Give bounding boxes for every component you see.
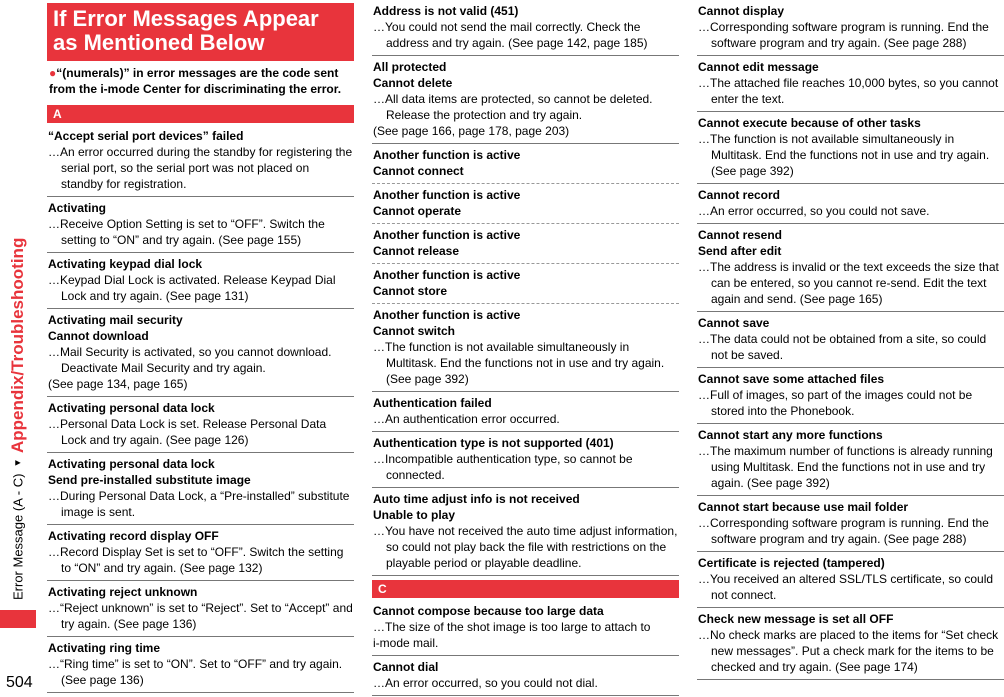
- error-entry: [697, 56, 1004, 112]
- error-message-title: Cannot store: [373, 284, 448, 298]
- error-description: …You could not send the mail correctly. Check the address and try again. (See page 142, page 185): [373, 20, 648, 50]
- entry-list: [372, 304, 679, 576]
- error-description: …The attached file reaches 10,000 bytes, so you cannot enter the text.: [698, 76, 999, 106]
- entry-group: [372, 144, 679, 304]
- error-description: …No check marks are placed to the items for “Set check new messages”. Put a check mark for the items to be checked and try again. (See page 174): [698, 628, 999, 674]
- error-entry: [372, 488, 679, 576]
- error-message-title: “Accept serial port devices” failed: [48, 129, 244, 143]
- note: [47, 61, 354, 101]
- error-description: …The data could not be obtained from a site, so could not be saved.: [698, 332, 987, 362]
- error-message-title: Cannot compose because too large data: [373, 604, 604, 618]
- error-entry: [47, 525, 354, 581]
- error-description: (See page 166, page 178, page 203): [373, 124, 570, 138]
- error-message-title: Activating mail security: [48, 313, 183, 327]
- error-message-title: Cannot display: [698, 4, 785, 18]
- error-message-title: Auto time adjust info is not received: [373, 492, 580, 506]
- error-entry: [47, 581, 354, 637]
- arrow-icon: ◂: [12, 456, 25, 470]
- error-message-title: Activating: [48, 201, 107, 215]
- page-title: If Error Messages Appear as Mentioned Below: [47, 3, 354, 61]
- sidebar: [0, 0, 36, 697]
- entry-list: [372, 600, 679, 696]
- error-message-title: Activating reject unknown: [48, 585, 198, 599]
- error-message-title: Activating record display OFF: [48, 529, 219, 543]
- error-description: …An authentication error occurred.: [373, 412, 560, 426]
- error-entry: [372, 656, 679, 696]
- error-entry: [372, 144, 679, 184]
- error-message-title: Cannot connect: [373, 164, 464, 178]
- column-1: [47, 0, 354, 693]
- error-message-title: Cannot download: [48, 329, 149, 343]
- column-2: [372, 0, 679, 696]
- error-message-title: Authentication failed: [373, 396, 492, 410]
- error-description: i-mode mail.: [373, 636, 439, 650]
- error-description: …Incompatible authentication type, so cannot be connected.: [373, 452, 633, 482]
- error-description: …You received an altered SSL/TLS certificate, so could not connect.: [698, 572, 994, 602]
- error-entry: [372, 600, 679, 656]
- error-description: …Full of images, so part of the images could not be stored into the Phonebook.: [698, 388, 973, 418]
- error-description: …“Ring time” is set to “ON”. Set to “OFF” and try again. (See page 136): [48, 657, 343, 687]
- error-message-title: Activating keypad dial lock: [48, 257, 203, 271]
- error-description: …During Personal Data Lock, a “Pre-installed” substitute image is sent.: [48, 489, 350, 519]
- error-message-title: Another function is active: [373, 308, 521, 322]
- error-description: …Corresponding software program is running. End the software program and try again. (See page 288): [698, 516, 989, 546]
- error-message-title: Send after edit: [698, 244, 782, 258]
- error-message-title: Unable to play: [373, 508, 456, 522]
- error-entry: [372, 224, 679, 264]
- error-message-title: Cannot record: [698, 188, 781, 202]
- section-title: Appendix/Troubleshooting: [8, 237, 27, 453]
- error-description: …Mail Security is activated, so you cannot download. Deactivate Mail Security and try again.: [48, 345, 332, 375]
- error-entry: [697, 552, 1004, 608]
- error-message-title: Activating personal data lock: [48, 457, 215, 471]
- bullet-icon: ●: [49, 66, 57, 80]
- error-message-title: All protected: [373, 60, 447, 74]
- error-description: …The function is not available simultaneously in Multitask. End the functions not in use and try again. (See page 392): [373, 340, 665, 386]
- sidebar-vertical-label: [2, 10, 34, 600]
- error-entry: [47, 125, 354, 197]
- error-entry: [372, 0, 679, 56]
- error-entry: [697, 608, 1004, 680]
- error-description: …Personal Data Lock is set. Release Personal Data Lock and try again. (See page 126): [48, 417, 327, 447]
- page-number: 504: [6, 674, 33, 691]
- entry-list: [372, 0, 679, 144]
- error-message-title: Address is not valid (451): [373, 4, 519, 18]
- error-entry: [372, 56, 679, 144]
- breadcrumb: Error Message (A - C): [10, 473, 26, 600]
- error-description: …The address is invalid or the text exceeds the size that can be entered, so you cannot re-send. Edit the text again and send. (See page 165): [698, 260, 999, 306]
- error-entry: [372, 264, 679, 304]
- page-tab-marker: [0, 610, 36, 628]
- error-description: …The function is not available simultaneously in Multitask. End the functions not in use and try again. (See page 392): [698, 132, 990, 178]
- error-description: …An error occurred, so you could not dial.: [373, 676, 598, 690]
- error-entry: [697, 0, 1004, 56]
- error-message-title: Cannot edit message: [698, 60, 819, 74]
- error-message-title: Cannot resend: [698, 228, 783, 242]
- error-message-title: Another function is active: [373, 148, 521, 162]
- error-message-title: Activating ring time: [48, 641, 161, 655]
- error-message-title: Another function is active: [373, 188, 521, 202]
- error-message-title: Authentication type is not supported (401): [373, 436, 614, 450]
- error-entry: [697, 224, 1004, 312]
- section-header-c: C: [372, 580, 679, 598]
- error-entry: [697, 184, 1004, 224]
- note-text: “(numerals)” in error messages are the code sent from the i-mode Center for discriminating the error.: [49, 66, 342, 96]
- error-description: …An error occurred during the standby for registering the serial port, so the serial port was not placed on standby for registration.: [48, 145, 353, 191]
- error-description: …The maximum number of functions is already running using Multitask. End the functions not in use and try again. (See page 392): [698, 444, 993, 490]
- error-entry: [697, 496, 1004, 552]
- error-message-title: Check new message is set all OFF: [698, 612, 894, 626]
- error-description: …“Reject unknown” is set to “Reject”. Set to “Accept” and try again. (See page 136): [48, 601, 353, 631]
- error-description: …The size of the shot image is too large to attach to: [373, 620, 651, 634]
- error-message-title: Cannot dial: [373, 660, 439, 674]
- error-entry: [697, 112, 1004, 184]
- error-entry: [47, 197, 354, 253]
- error-message-title: Cannot operate: [373, 204, 462, 218]
- section-header-a: A: [47, 105, 354, 123]
- error-message-title: Cannot switch: [373, 324, 456, 338]
- error-message-title: Cannot save: [698, 316, 770, 330]
- error-message-title: Activating personal data lock: [48, 401, 215, 415]
- error-description: …Record Display Set is set to “OFF”. Switch the setting to “ON” and try again. (See page 132): [48, 545, 344, 575]
- error-message-title: Cannot execute because of other tasks: [698, 116, 921, 130]
- error-entry: [697, 312, 1004, 368]
- error-description: …An error occurred, so you could not save.: [698, 204, 930, 218]
- error-entry: [47, 453, 354, 525]
- error-message-title: Cannot start any more functions: [698, 428, 883, 442]
- error-message-title: Cannot release: [373, 244, 460, 258]
- error-entry: [47, 309, 354, 397]
- error-description: …Corresponding software program is running. End the software program and try again. (See page 288): [698, 20, 989, 50]
- error-message-title: Another function is active: [373, 228, 521, 242]
- entry-list: [697, 0, 1004, 680]
- error-entry: [372, 184, 679, 224]
- error-entry: [47, 253, 354, 309]
- error-entry: [372, 432, 679, 488]
- error-description: …Receive Option Setting is set to “OFF”. Switch the setting to “ON” and try again. (See page 155): [48, 217, 325, 247]
- error-description: …You have not received the auto time adjust information, so could not play back the file with restrictions on the playable period or playable deadline.: [373, 524, 678, 570]
- error-description: …All data items are protected, so cannot be deleted. Release the protection and try again.: [373, 92, 653, 122]
- error-entry: [372, 304, 679, 392]
- error-message-title: Another function is active: [373, 268, 521, 282]
- error-message-title: Cannot start because use mail folder: [698, 500, 909, 514]
- column-3: [697, 0, 1004, 680]
- error-description: …Keypad Dial Lock is activated. Release Keypad Dial Lock and try again. (See page 131): [48, 273, 336, 303]
- error-entry: [697, 368, 1004, 424]
- error-entry: [372, 392, 679, 432]
- error-entry: [47, 397, 354, 453]
- error-message-title: Cannot save some attached files: [698, 372, 885, 386]
- error-description: (See page 134, page 165): [48, 377, 188, 391]
- error-message-title: Cannot delete: [373, 76, 453, 90]
- error-message-title: Send pre-installed substitute image: [48, 473, 251, 487]
- error-entry: [47, 637, 354, 693]
- error-entry: [697, 424, 1004, 496]
- error-message-title: Certificate is rejected (tampered): [698, 556, 885, 570]
- entry-list: [47, 125, 354, 693]
